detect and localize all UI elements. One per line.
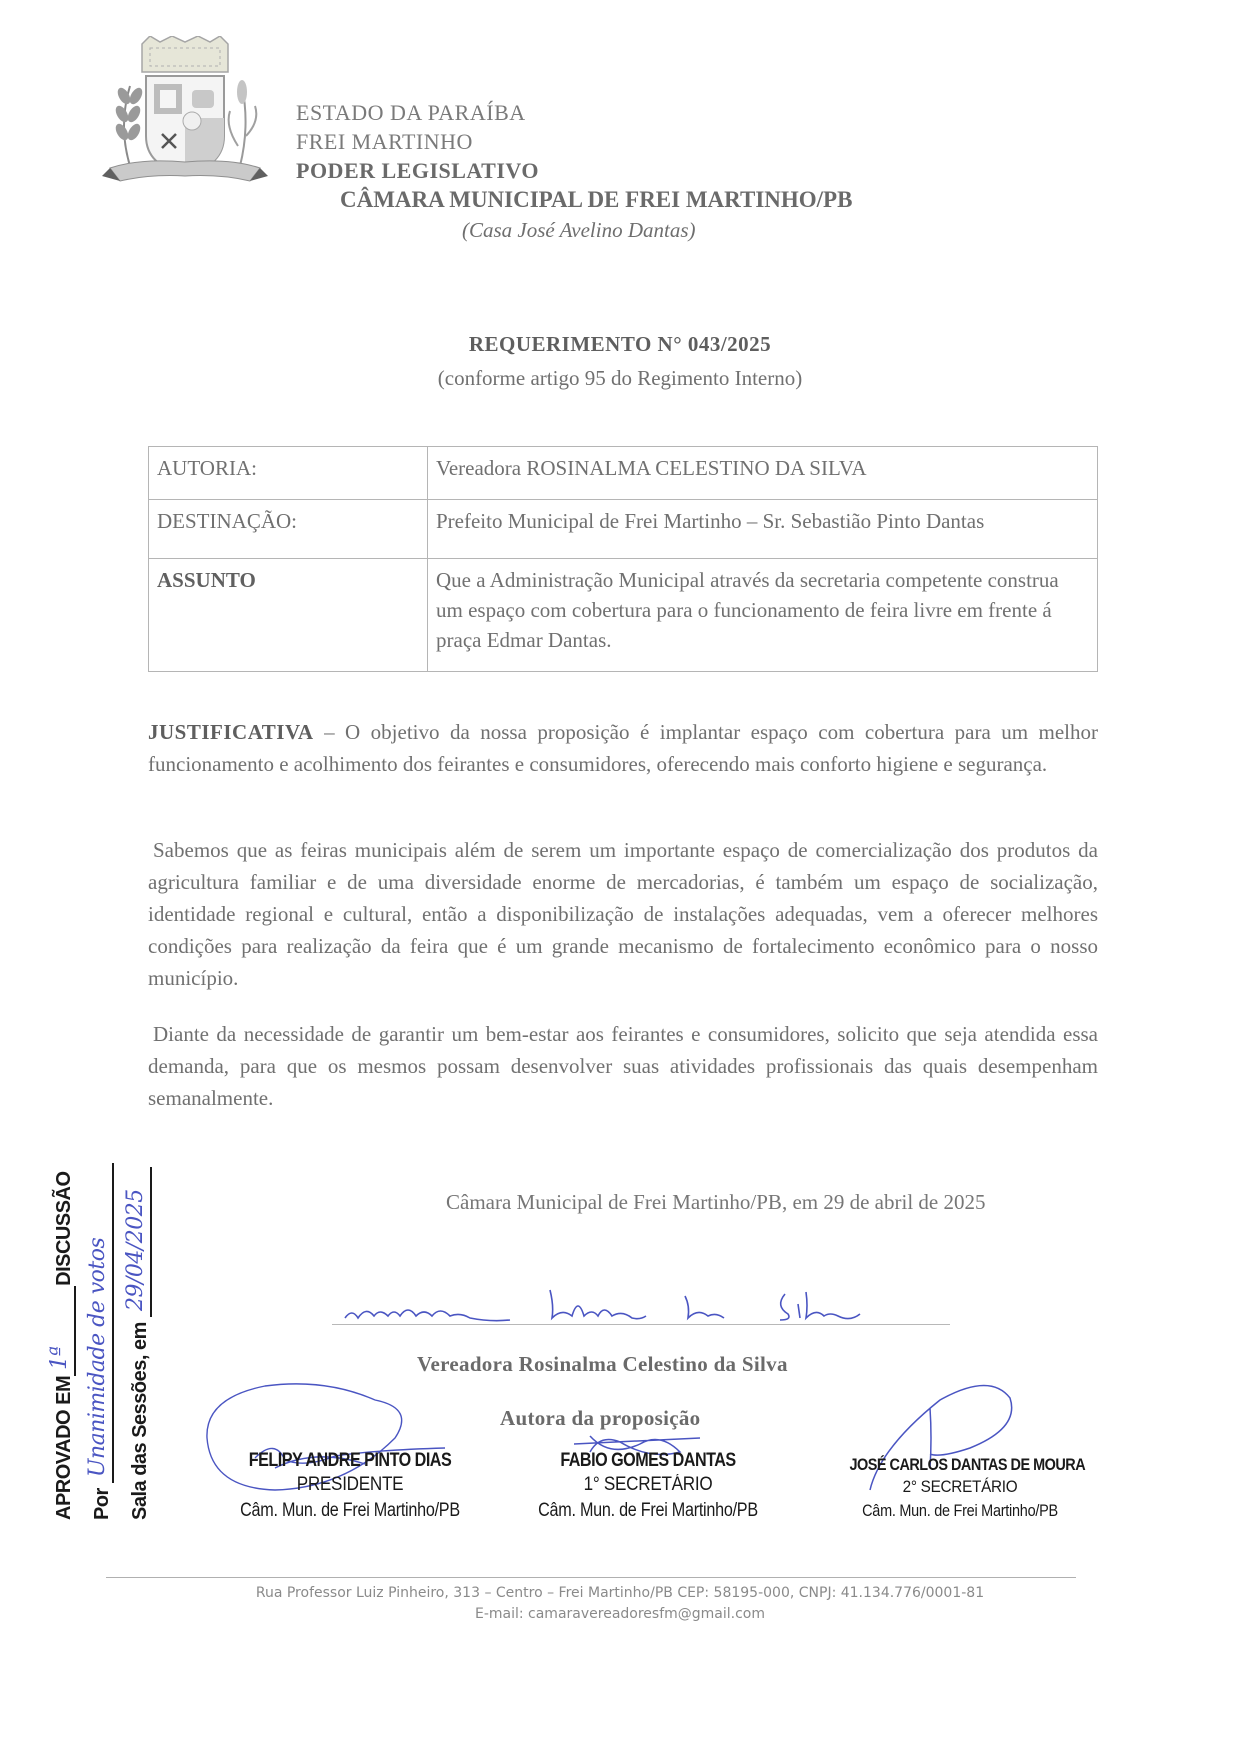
footer-address: Rua Professor Luiz Pinheiro, 313 – Centro – Frei Martinho/PB CEP: 58195-000, CNPJ: 41.134.776/0001-81	[255, 1585, 985, 1601]
officer-org: Câm. Mun. de Frei Martinho/PB	[240, 1500, 460, 1521]
footer-divider	[106, 1577, 1076, 1578]
stamp-session-row	[123, 1167, 152, 1520]
author-handwritten-signature	[340, 1286, 940, 1336]
stamp-approved-value: 1ª	[47, 1346, 72, 1370]
officer-name: JOSÉ CARLOS DANTAS DE MOURA	[849, 1455, 1086, 1474]
coat-of-arms-icon	[100, 36, 270, 186]
stamp-session-blank	[123, 1167, 152, 1317]
officer-name: FELIPY ANDRE PINTO DIAS	[248, 1450, 452, 1471]
officer-first-secretary	[518, 1450, 778, 1522]
stamp-by-blank	[85, 1163, 114, 1483]
header-city: FREI MARTINHO	[296, 129, 473, 154]
justification-paragraph	[148, 716, 1098, 780]
author-signature-line	[332, 1324, 950, 1325]
header-house-name: (Casa José Avelino Dantas)	[462, 218, 696, 242]
table-value-assunto: Que a Administração Municipal através da secretaria competente construa um espaço com cobertura para o funcionamento de feira livre em frente á praça Edmar Dantas.	[428, 559, 1098, 672]
table-row	[149, 447, 1098, 500]
justification-text: – O objetivo da nossa proposição é implantar espaço com cobertura para um melhor funcionamento e acolhimento dos feirantes e consumidores, oferecendo mais conforto higiene e segurança.	[148, 720, 1098, 776]
table-row	[149, 559, 1098, 672]
officer-president	[220, 1450, 480, 1522]
justification-lead: JUSTIFICATIVA	[148, 720, 314, 744]
officer-role: 1° SECRETÁRIO	[583, 1474, 713, 1495]
table-value-destinacao: Prefeito Municipal de Frei Martinho – Sr. Sebastião Pinto Dantas	[428, 500, 1098, 559]
document-title: REQUERIMENTO N° 043/2025	[468, 332, 772, 356]
header-branch: PODER LEGISLATIVO	[296, 158, 539, 183]
stamp-discussion-label: DISCUSSÃO	[53, 1171, 75, 1286]
stamp-approved-label: APROVADO EM	[53, 1375, 75, 1520]
officer-role: PRESIDENTE	[296, 1474, 404, 1495]
stamp-session-label: Sala das Sessões, em	[129, 1322, 151, 1520]
stamp-by-row	[85, 1163, 114, 1520]
info-table	[148, 446, 1098, 672]
header-chamber: CÂMARA MUNICIPAL DE FREI MARTINHO/PB	[340, 187, 853, 212]
stamp-by-label: Por	[91, 1488, 113, 1520]
officer-org: Câm. Mun. de Frei Martinho/PB	[538, 1500, 758, 1521]
approval-stamp	[47, 1120, 202, 1520]
body-paragraph-3: Diante da necessidade de garantir um bem-estar aos feirantes e consumidores, solicito que seja atendida essa demanda, para que os mesmos possam desenvolver suas atividades profissionais das quais desempenham semanalmente.	[148, 1022, 1098, 1110]
body-paragraph-2: Sabemos que as feiras municipais além de serem um importante espaço de comercialização dos produtos da agricultura familiar e de uma diversidade enorme de mercadorias, é também um espaço de socialização, identidade regional e cultural, então a disponibilização de instalações adequadas, vem a oferecer melhores condições para realização da feira que é um grande mecanismo de fortalecimento econômico para o nosso município.	[148, 838, 1098, 990]
footer-email: E-mail: camaravereadoresfm@gmail.com	[474, 1606, 766, 1622]
document-subtitle: (conforme artigo 95 do Regimento Interno)	[437, 366, 803, 390]
table-label-assunto: ASSUNTO	[149, 559, 428, 672]
officer-name: FABIO GOMES DANTAS	[560, 1450, 736, 1471]
table-label-autoria: AUTORIA:	[149, 447, 428, 500]
table-value-autoria: Vereadora ROSINALMA CELESTINO DA SILVA	[428, 447, 1098, 500]
officer-second-secretary	[830, 1455, 1090, 1521]
officer-role: 2° SECRETÁRIO	[902, 1477, 1018, 1496]
place-date: Câmara Municipal de Frei Martinho/PB, em 29 de abril de 2025	[446, 1190, 986, 1214]
stamp-session-value: 29/04/2025	[123, 1189, 148, 1312]
stamp-by-value: Unanimidade de votos	[85, 1237, 110, 1478]
author-name: Vereadora Rosinalma Celestino da Silva	[417, 1352, 788, 1376]
table-row	[149, 500, 1098, 559]
table-label-destinacao: DESTINAÇÃO:	[149, 500, 428, 559]
header-state: ESTADO DA PARAÍBA	[296, 100, 526, 125]
author-role: Autora da proposição	[500, 1406, 701, 1430]
stamp-approved-blank	[47, 1286, 76, 1376]
officer-org: Câm. Mun. de Frei Martinho/PB	[862, 1501, 1058, 1520]
stamp-approved-row	[47, 1171, 76, 1520]
